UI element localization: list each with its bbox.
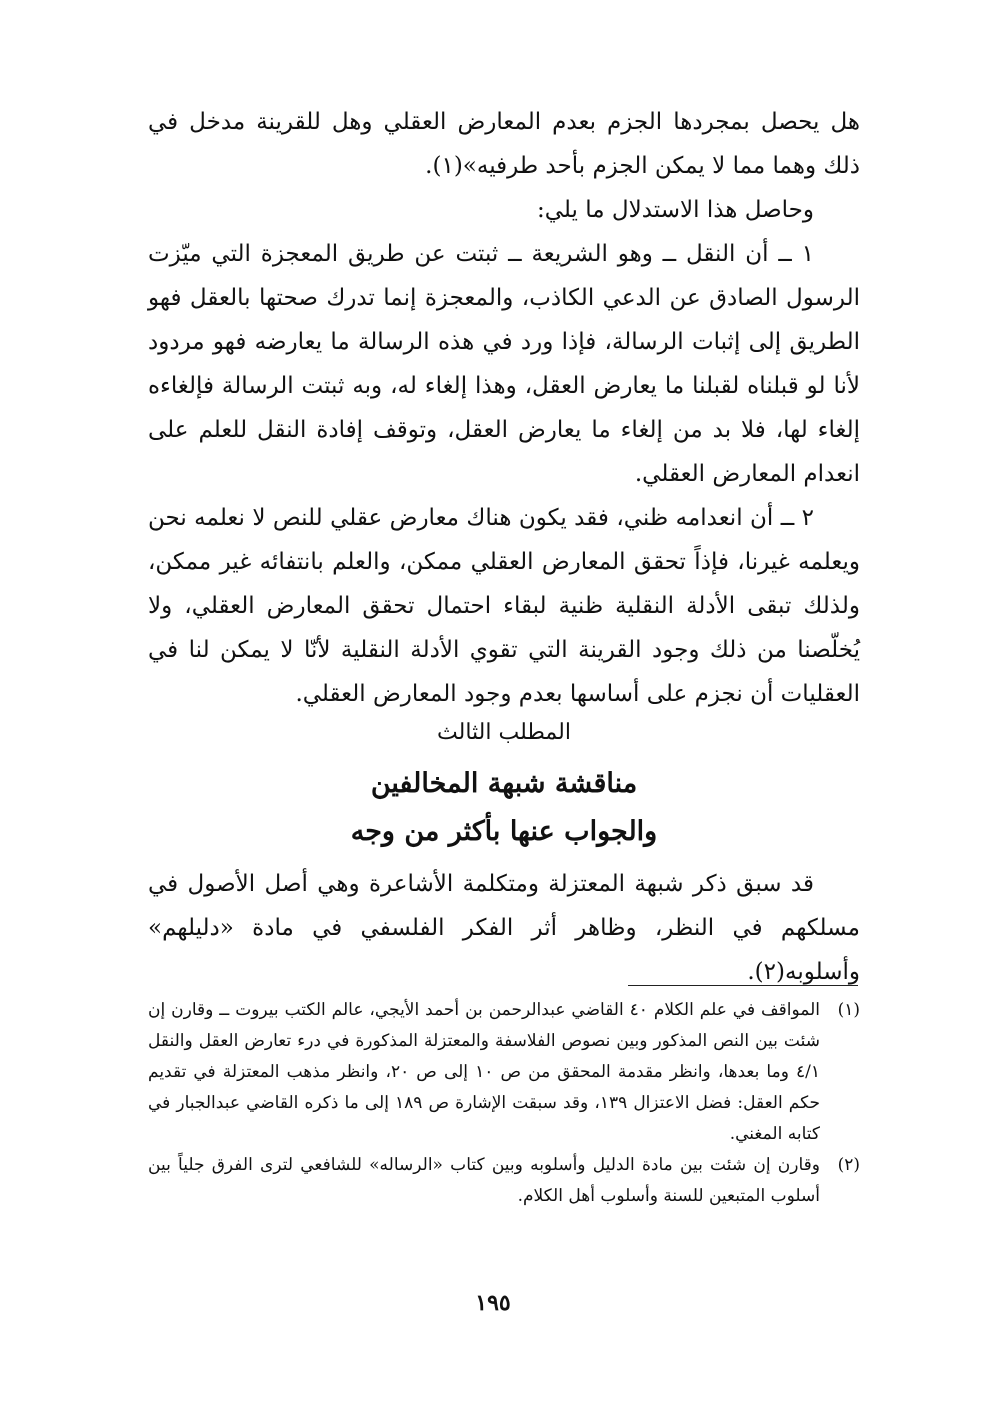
- section-label: المطلب الثالث: [437, 720, 571, 745]
- paragraph: وحاصل هذا الاستدلال ما يلي:: [537, 197, 814, 223]
- footnote-text: وقارن إن شئت بين مادة الدليل وأسلوبه وبين كتاب «الرساله» للشافعي لترى الفرق جلياً بين أسلوب المتبعين للسنة وأسلوب أهل الكلام.: [148, 1155, 820, 1206]
- paragraph: ١ ــ أن النقل ــ وهو الشريعة ــ ثبتت عن طريق المعجزة التي ميّزت الرسول الصادق عن الدعي الكاذب، والمعجزة إنما تدرك صحتها بالعقل فهو الطريق إلى إثبات الرسالة، فإذا ورد في هذه الرسالة ما يعارضه فهو مردود لأنا لو قبلناه لقبلنا ما يعارض العقل، وهذا إلغاء له، وبه ثبتت الرسالة فإلغاءه إلغاء لها، فلا بد من إلغاء ما يعارض العقل، وتوقف إفادة النقل للعلم على انعدام المعارض العقلي.: [148, 241, 860, 487]
- footnote-divider: [628, 985, 858, 986]
- paragraph: هل يحصل بمجردها الجزم بعدم المعارض العقلي وهل للقرينة مدخل في ذلك وهما مما لا يمكن الجزم بأحد طرفيه»(١).: [148, 109, 860, 179]
- paragraph: قد سبق ذكر شبهة المعتزلة ومتكلمة الأشاعرة وهي أصل الأصول في مسلكهم في النظر، وظاهر أثر الفكر الفلسفي في مادة «دليلهم» وأسلوبه(٢).: [148, 871, 860, 985]
- body-text-bottom: [148, 862, 860, 994]
- body-text-top: [148, 100, 860, 716]
- section-subtitle: والجواب عنها بأكثر من وجه: [350, 816, 658, 847]
- page-number: ١٩٥: [475, 1290, 511, 1316]
- footnote-text: المواقف في علم الكلام ٤٠ القاضي عبدالرحمن بن أحمد الأيجي، عالم الكتب بيروت ــ وقارن إن شئت بين النص المذكور وبين نصوص الفلاسفة والمعتزلة المذكورة في درء تعارض العقل والنقل ٤/١ وما بعدها، وانظر مقدمة المحقق من ص ١٠ إلى ص ٢٠، وانظر مذهب المعتزلة في تقديم حكم العقل: فضل الاعتزال ١٣٩، وقد سبقت الإشارة ص ١٨٩ إلى ما ذكره القاضي عبدالجبار في كتابه المغني.: [148, 1000, 821, 1144]
- footnote: [148, 1150, 860, 1212]
- footnotes: [148, 995, 860, 1212]
- footnote-number: (١): [837, 1000, 860, 1020]
- footnote-number: (٢): [837, 1155, 860, 1175]
- section-title: مناقشة شبهة المخالفين: [370, 768, 638, 799]
- paragraph: ٢ ــ أن انعدامه ظني، فقد يكون هناك معارض عقلي للنص لا نعلمه نحن ويعلمه غيرنا، فإذاً تحقق المعارض العقلي ممكن، والعلم بانتفائه غير ممكن، ولذلك تبقى الأدلة النقلية ظنية لبقاء احتمال تحقق المعارض العقلي، ولا يُخلّصنا من ذلك وجود القرينة التي تقوي الأدلة النقلية لأنّا لا يمكن لنا في العقليات أن نجزم على أساسها بعدم وجود المعارض العقلي.: [148, 505, 860, 707]
- footnote: [148, 995, 860, 1150]
